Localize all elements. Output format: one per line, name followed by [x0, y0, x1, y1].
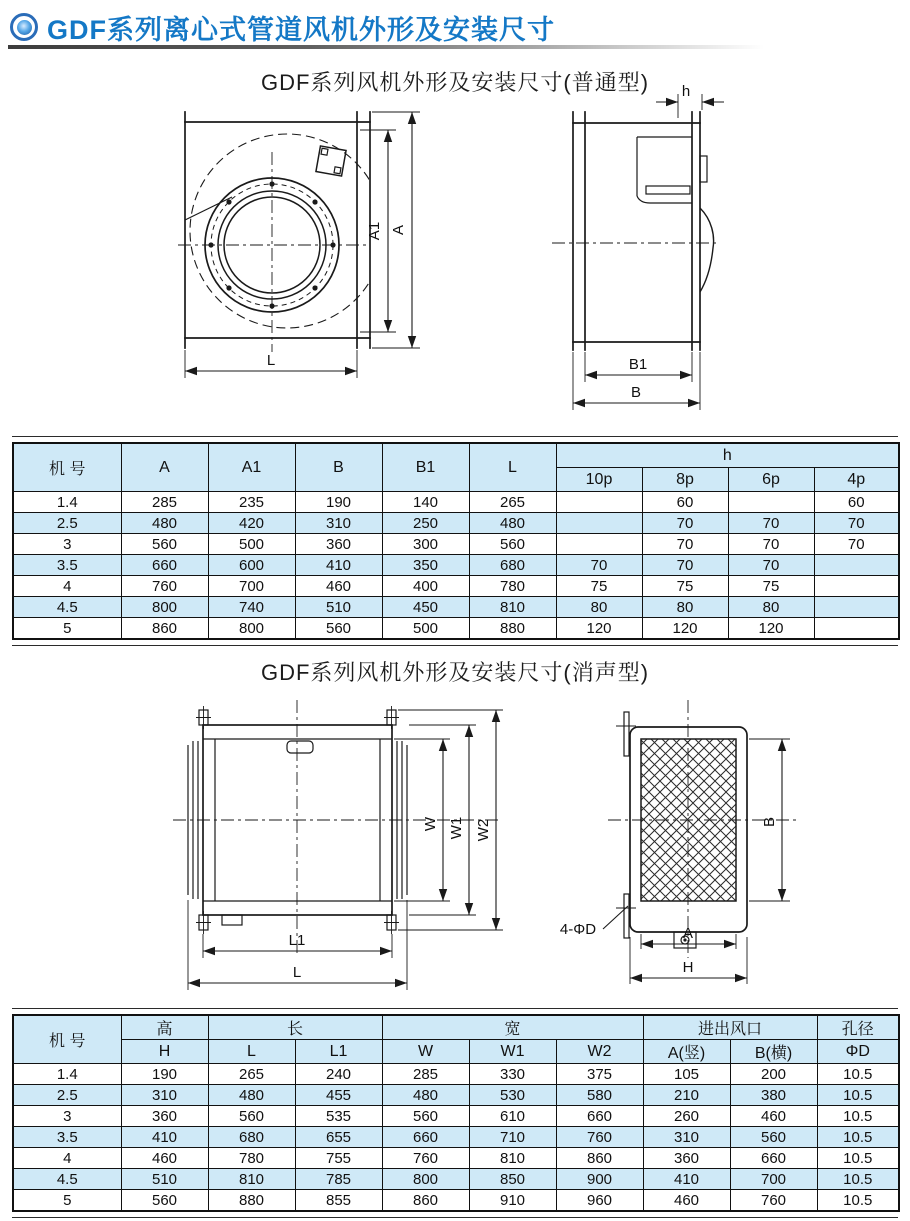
dim-label-a: A: [682, 925, 694, 942]
col-header-a: A: [121, 443, 208, 492]
col-header-length-group: 长: [208, 1015, 382, 1040]
col-header-a-vertical: A(竖): [643, 1040, 730, 1064]
col-header-w1: W1: [469, 1040, 556, 1064]
subtitle-silencer-type: GDF系列风机外形及安装尺寸(消声型): [260, 660, 650, 685]
table-cell: 560: [121, 534, 208, 555]
table-cell: 480: [382, 1085, 469, 1106]
table-cell: 190: [121, 1064, 208, 1085]
table-cell: 680: [469, 555, 556, 576]
table-cell: 1.4: [13, 1064, 121, 1085]
table-cell: 900: [556, 1169, 643, 1190]
dim-label-a1: A1: [366, 221, 383, 241]
table-row: [13, 1085, 899, 1106]
table-cell: 4: [13, 576, 121, 597]
table-cell: 880: [469, 618, 556, 640]
table-cell: 190: [295, 492, 382, 513]
table-cell: 285: [382, 1064, 469, 1085]
dim-label-b1: B1: [628, 356, 648, 373]
table-cell: 460: [730, 1106, 817, 1127]
table-cell: 80: [728, 597, 814, 618]
col-header-machine: 机 号: [13, 1015, 121, 1064]
dim-label-l: L: [292, 964, 302, 981]
table-cell: 500: [382, 618, 469, 640]
table-cell: 10.5: [817, 1106, 899, 1127]
table-cell: 420: [208, 513, 295, 534]
col-header-l1: L1: [295, 1040, 382, 1064]
table-cell: 200: [730, 1064, 817, 1085]
table-cell: 70: [728, 555, 814, 576]
table-row: [13, 597, 899, 618]
col-header-b-horizontal: B(横): [730, 1040, 817, 1064]
table-cell: 655: [295, 1127, 382, 1148]
silencer-type-dimension-table: [12, 1014, 900, 1212]
table-cell: 10.5: [817, 1127, 899, 1148]
table-cell: 680: [208, 1127, 295, 1148]
table-cell: 2.5: [13, 513, 121, 534]
table-cell: 80: [556, 597, 642, 618]
table-row: [13, 576, 899, 597]
table-cell: 880: [208, 1190, 295, 1212]
col-header-b1: B1: [382, 443, 469, 492]
table-cell: 530: [469, 1085, 556, 1106]
table-cell: 80: [642, 597, 728, 618]
table-row: [13, 1190, 899, 1212]
table-row: [13, 1064, 899, 1085]
col-header-inlet-group: 进出风口: [643, 1015, 817, 1040]
table-cell: 3.5: [13, 1127, 121, 1148]
table-cell: [556, 534, 642, 555]
col-header-w2: W2: [556, 1040, 643, 1064]
table-cell: 360: [643, 1148, 730, 1169]
table-cell: 755: [295, 1148, 382, 1169]
junction-box: [316, 146, 346, 176]
table-cell: 600: [208, 555, 295, 576]
table-cell: 3: [13, 1106, 121, 1127]
table-cell: 120: [728, 618, 814, 640]
dim-label-b: B: [630, 384, 642, 401]
table-cell: 500: [208, 534, 295, 555]
table-cell: 75: [556, 576, 642, 597]
table-cell: 560: [469, 534, 556, 555]
table-cell: 810: [208, 1169, 295, 1190]
table-cell: 300: [382, 534, 469, 555]
silencer-front-view: [173, 700, 503, 990]
table-cell: [814, 618, 899, 640]
table-row: [13, 513, 899, 534]
table-cell: 480: [469, 513, 556, 534]
col-header-l: L: [469, 443, 556, 492]
table-cell: 330: [469, 1064, 556, 1085]
bullseye-icon: [10, 13, 38, 41]
table-cell: 140: [382, 492, 469, 513]
table-cell: 70: [642, 513, 728, 534]
table-cell: 560: [121, 1190, 208, 1212]
table-cell: 2.5: [13, 1085, 121, 1106]
table1-body: [13, 492, 899, 640]
page-title: GDF系列离心式管道风机外形及安装尺寸: [47, 15, 555, 45]
col-header-6p: 6p: [728, 468, 814, 492]
table-cell: 785: [295, 1169, 382, 1190]
dim-label-b: B: [761, 816, 778, 828]
table-cell: 400: [382, 576, 469, 597]
table-cell: 3: [13, 534, 121, 555]
table-cell: 700: [730, 1169, 817, 1190]
title-underline: [8, 45, 764, 49]
table-cell: 70: [814, 534, 899, 555]
table-cell: 455: [295, 1085, 382, 1106]
table-cell: 760: [730, 1190, 817, 1212]
table-cell: 250: [382, 513, 469, 534]
subtitle-normal-type: GDF系列风机外形及安装尺寸(普通型): [260, 70, 650, 95]
table-cell: 860: [556, 1148, 643, 1169]
table-cell: 810: [469, 1148, 556, 1169]
table-cell: 360: [121, 1106, 208, 1127]
table-cell: [728, 492, 814, 513]
col-header-d: ΦD: [817, 1040, 899, 1064]
table-cell: 460: [121, 1148, 208, 1169]
table-cell: 960: [556, 1190, 643, 1212]
table-cell: 660: [556, 1106, 643, 1127]
table-cell: 510: [295, 597, 382, 618]
table-cell: 780: [469, 576, 556, 597]
table-cell: 450: [382, 597, 469, 618]
table-cell: 310: [295, 513, 382, 534]
table-row: [13, 492, 899, 513]
table-cell: 70: [642, 534, 728, 555]
table-cell: 460: [643, 1190, 730, 1212]
table-cell: 410: [643, 1169, 730, 1190]
col-header-a1: A1: [208, 443, 295, 492]
holes-label: 4-ΦD: [559, 921, 597, 938]
table-cell: 120: [556, 618, 642, 640]
table-cell: 10.5: [817, 1169, 899, 1190]
table-cell: 580: [556, 1085, 643, 1106]
col-header-b: B: [295, 443, 382, 492]
table-cell: 10.5: [817, 1148, 899, 1169]
table-cell: 310: [121, 1085, 208, 1106]
table-cell: 240: [295, 1064, 382, 1085]
dim-label-w2: W2: [475, 818, 492, 842]
table-cell: [814, 555, 899, 576]
silencer-inlet-view: [560, 700, 800, 984]
table-cell: 810: [469, 597, 556, 618]
table-row: [13, 1106, 899, 1127]
col-header-hole-group: 孔径: [817, 1015, 899, 1040]
normal-type-dimension-table: [12, 442, 900, 640]
table-cell: 740: [208, 597, 295, 618]
table1-header: [13, 443, 899, 492]
table-cell: 660: [121, 555, 208, 576]
table-cell: 70: [556, 555, 642, 576]
side-view: [552, 85, 724, 410]
bullseye-orb: [17, 20, 32, 35]
table-row: [13, 1169, 899, 1190]
table-cell: 70: [642, 555, 728, 576]
table-cell: 560: [382, 1106, 469, 1127]
table-cell: 660: [382, 1127, 469, 1148]
table-cell: 4.5: [13, 597, 121, 618]
table-cell: 3.5: [13, 555, 121, 576]
table-cell: 910: [469, 1190, 556, 1212]
col-header-height-group: 高: [121, 1015, 208, 1040]
table-cell: 360: [295, 534, 382, 555]
table-cell: 850: [469, 1169, 556, 1190]
table-cell: 4: [13, 1148, 121, 1169]
col-header-h-group: h: [556, 443, 899, 468]
table2-body: [13, 1064, 899, 1212]
dim-label-w1: W1: [448, 816, 465, 840]
table-cell: [814, 576, 899, 597]
table-cell: 535: [295, 1106, 382, 1127]
col-header-h: H: [121, 1040, 208, 1064]
table-cell: 70: [728, 513, 814, 534]
table-row: [13, 555, 899, 576]
table-cell: 710: [469, 1127, 556, 1148]
silencer-type-diagram: [0, 690, 910, 1008]
silencer-type-table-frame: [12, 1008, 898, 1218]
table-cell: 10.5: [817, 1190, 899, 1212]
table-cell: 510: [121, 1169, 208, 1190]
table-cell: 5: [13, 618, 121, 640]
table-cell: 265: [469, 492, 556, 513]
table-cell: 410: [295, 555, 382, 576]
col-header-width-group: 宽: [382, 1015, 643, 1040]
table-row: [13, 618, 899, 640]
table-cell: 285: [121, 492, 208, 513]
table-cell: 780: [208, 1148, 295, 1169]
table-cell: 700: [208, 576, 295, 597]
col-header-4p: 4p: [814, 468, 899, 492]
table-cell: 375: [556, 1064, 643, 1085]
normal-type-diagram: [0, 85, 910, 415]
table-row: [13, 1127, 899, 1148]
table-cell: 60: [814, 492, 899, 513]
dim-label-h: H: [682, 959, 694, 976]
front-view: [178, 112, 420, 378]
table-row: [13, 1148, 899, 1169]
table-cell: 560: [295, 618, 382, 640]
table-cell: [814, 597, 899, 618]
table-cell: 4.5: [13, 1169, 121, 1190]
table-cell: 560: [208, 1106, 295, 1127]
dim-label-h: h: [681, 85, 691, 100]
table-cell: 480: [208, 1085, 295, 1106]
col-header-8p: 8p: [642, 468, 728, 492]
col-header-l: L: [208, 1040, 295, 1064]
dim-label-a: A: [390, 224, 407, 236]
table2-header: [13, 1015, 899, 1064]
table-cell: [556, 513, 642, 534]
table-cell: 760: [556, 1127, 643, 1148]
col-header-w: W: [382, 1040, 469, 1064]
table-cell: 760: [382, 1148, 469, 1169]
table-cell: 855: [295, 1190, 382, 1212]
table-cell: 105: [643, 1064, 730, 1085]
table-cell: 75: [642, 576, 728, 597]
table-cell: 210: [643, 1085, 730, 1106]
table-cell: 480: [121, 513, 208, 534]
table-cell: 380: [730, 1085, 817, 1106]
table-row: [13, 534, 899, 555]
table-cell: 310: [643, 1127, 730, 1148]
table-cell: 860: [382, 1190, 469, 1212]
table-cell: 10.5: [817, 1085, 899, 1106]
table-cell: 70: [728, 534, 814, 555]
table-cell: 5: [13, 1190, 121, 1212]
table-cell: 460: [295, 576, 382, 597]
table-cell: 410: [121, 1127, 208, 1148]
dim-label-l1: L1: [288, 932, 306, 949]
table-cell: 60: [642, 492, 728, 513]
table-cell: 70: [814, 513, 899, 534]
table-cell: 235: [208, 492, 295, 513]
normal-type-table-frame: [12, 436, 898, 646]
dim-label-l: L: [266, 352, 276, 369]
table-cell: 10.5: [817, 1064, 899, 1085]
table-cell: 610: [469, 1106, 556, 1127]
col-header-machine: 机 号: [13, 443, 121, 492]
table-cell: 1.4: [13, 492, 121, 513]
table-cell: 660: [730, 1148, 817, 1169]
table-cell: 800: [208, 618, 295, 640]
dim-label-w: W: [422, 816, 439, 832]
col-header-10p: 10p: [556, 468, 642, 492]
table-cell: 265: [208, 1064, 295, 1085]
table-cell: 860: [121, 618, 208, 640]
table-cell: 800: [382, 1169, 469, 1190]
table-cell: 760: [121, 576, 208, 597]
table-cell: 800: [121, 597, 208, 618]
table-cell: [556, 492, 642, 513]
table-cell: 120: [642, 618, 728, 640]
table-cell: 75: [728, 576, 814, 597]
table-cell: 350: [382, 555, 469, 576]
table-cell: 260: [643, 1106, 730, 1127]
table-cell: 560: [730, 1127, 817, 1148]
